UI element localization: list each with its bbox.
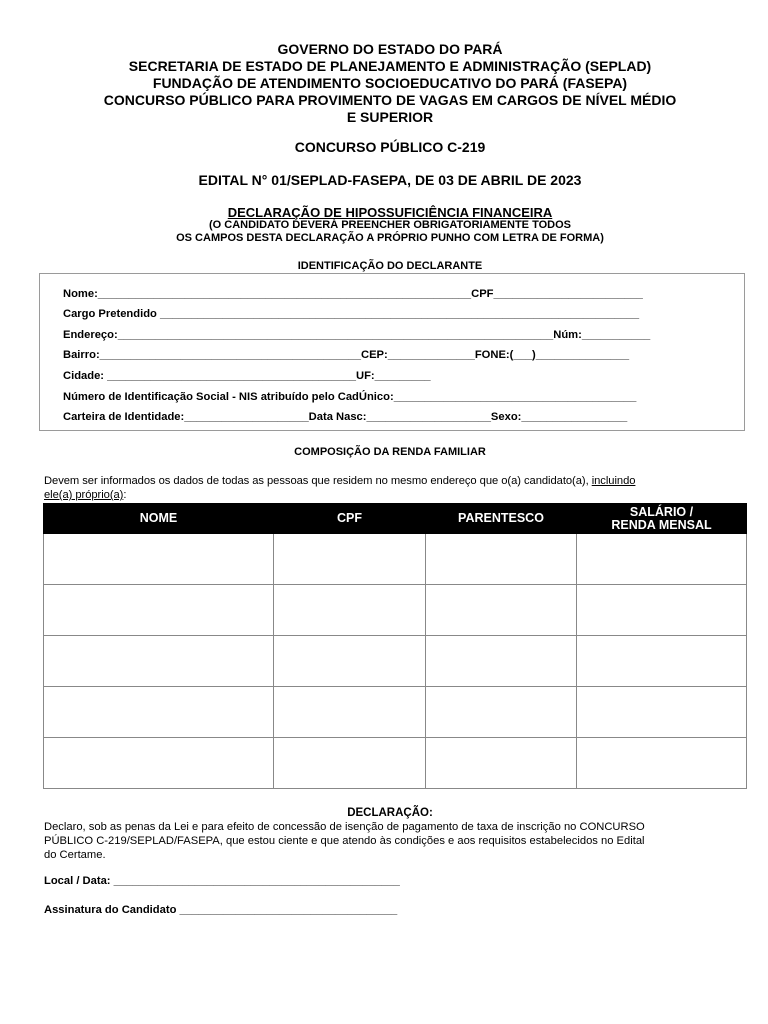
identidade-field[interactable]: Carteira de Identidade:____________________Data Nasc:____________________Sexo:_________________ (63, 411, 628, 423)
table-row (44, 738, 747, 789)
composition-intro (44, 474, 744, 502)
renda-cell[interactable] (577, 534, 747, 585)
nis-field[interactable]: Número de Identificação Social - NIS atribuído pelo CadÚnico:_______________________________________ (63, 391, 637, 403)
bairro-field[interactable]: Bairro:__________________________________________CEP:______________FONE:(___)_______________ (63, 349, 630, 361)
document-header (40, 41, 740, 126)
cidade-field[interactable]: Cidade: ________________________________________UF:_________ (63, 370, 431, 382)
declaration-body (44, 820, 744, 862)
parentesco-cell[interactable] (426, 687, 577, 738)
nome-cell[interactable] (44, 738, 274, 789)
col-renda-header-line-2: RENDA MENSAL (611, 517, 712, 532)
declaration-title: DECLARAÇÃO DE HIPOSSUFICIÊNCIA FINANCEIRA (227, 205, 553, 220)
income-table (43, 503, 747, 789)
declaration-line-3: do Certame. (44, 849, 106, 861)
instructions (40, 219, 740, 245)
declaration-line-1: Declaro, sob as penas da Lei e para efeito de concessão de isenção de pagamento de taxa de inscrição no CONCURSO (44, 821, 645, 833)
col-nome-header: NOME (44, 504, 274, 534)
nome-cell[interactable] (44, 687, 274, 738)
table-row (44, 534, 747, 585)
parentesco-cell[interactable] (426, 534, 577, 585)
intro-underlined: incluindo (591, 475, 636, 487)
renda-cell[interactable] (577, 585, 747, 636)
cpf-cell[interactable] (274, 534, 426, 585)
table-row (44, 585, 747, 636)
identification-title: IDENTIFICAÇÃO DO DECLARANTE (297, 260, 483, 272)
header-secretariat: SECRETARIA DE ESTADO DE PLANEJAMENTO E ADMINISTRAÇÃO (SEPLAD) (128, 58, 652, 74)
declaration-heading: DECLARAÇÃO: (347, 807, 433, 819)
cpf-cell[interactable] (274, 687, 426, 738)
col-parentesco-header: PARENTESCO (426, 504, 577, 534)
cpf-cell[interactable] (274, 585, 426, 636)
table-row (44, 636, 747, 687)
endereco-field[interactable]: Endereço:______________________________________________________________________Núm:___________ (63, 329, 651, 341)
nome-cpf-field[interactable]: Nome:____________________________________________________________CPF________________________ (63, 288, 643, 300)
nome-cell[interactable] (44, 585, 274, 636)
declaration-line-2: PÚBLICO C-219/SEPLAD/FASEPA, que estou ciente e que atendo às condições e aos requisitos estabelecidos no Edital (44, 835, 645, 847)
intro-line2-underlined: ele(a) próprio(a) (44, 489, 124, 501)
col-renda-header (577, 504, 747, 534)
nome-cell[interactable] (44, 636, 274, 687)
instructions-line-1: (O CANDIDATO DEVERÁ PREENCHER OBRIGATORIAMENTE TODOS (208, 219, 571, 231)
parentesco-cell[interactable] (426, 738, 577, 789)
parentesco-cell[interactable] (426, 585, 577, 636)
table-row (44, 687, 747, 738)
col-cpf-header: CPF (274, 504, 426, 534)
cpf-cell[interactable] (274, 636, 426, 687)
signature-field[interactable]: Assinatura do Candidato ___________________________________ (44, 904, 398, 916)
intro-text: Devem ser informados os dados de todas as pessoas que residem no mesmo endereço que o(a) candidato(a), (44, 475, 589, 487)
renda-cell[interactable] (577, 636, 747, 687)
cpf-cell[interactable] (274, 738, 426, 789)
concurso-code: CONCURSO PÚBLICO C-219 (294, 139, 486, 155)
parentesco-cell[interactable] (426, 636, 577, 687)
cargo-field[interactable]: Cargo Pretendido _____________________________________________________________________________ (63, 308, 640, 320)
edital-number: EDITAL N° 01/SEPLAD-FASEPA, DE 03 DE ABRIL DE 2023 (198, 172, 582, 188)
renda-cell[interactable] (577, 687, 747, 738)
header-government: GOVERNO DO ESTADO DO PARÁ (277, 41, 503, 57)
header-concurso-desc: CONCURSO PÚBLICO PARA PROVIMENTO DE VAGAS EM CARGOS DE NÍVEL MÉDIO (103, 92, 677, 108)
income-table-header (44, 504, 747, 534)
local-date-field[interactable]: Local / Data: ______________________________________________ (44, 875, 400, 887)
intro-line2-tail: : (123, 489, 127, 501)
renda-cell[interactable] (577, 738, 747, 789)
header-concurso-desc-cont: E SUPERIOR (346, 109, 434, 125)
instructions-line-2: OS CAMPOS DESTA DECLARAÇÃO A PRÓPRIO PUNHO COM LETRA DE FORMA) (176, 232, 604, 244)
nome-cell[interactable] (44, 534, 274, 585)
header-foundation: FUNDAÇÃO DE ATENDIMENTO SOCIOEDUCATIVO DO PARÁ (FASEPA) (152, 75, 628, 91)
composition-title: COMPOSIÇÃO DA RENDA FAMILIAR (294, 446, 486, 458)
col-renda-header-line-1: SALÁRIO / (629, 504, 694, 519)
